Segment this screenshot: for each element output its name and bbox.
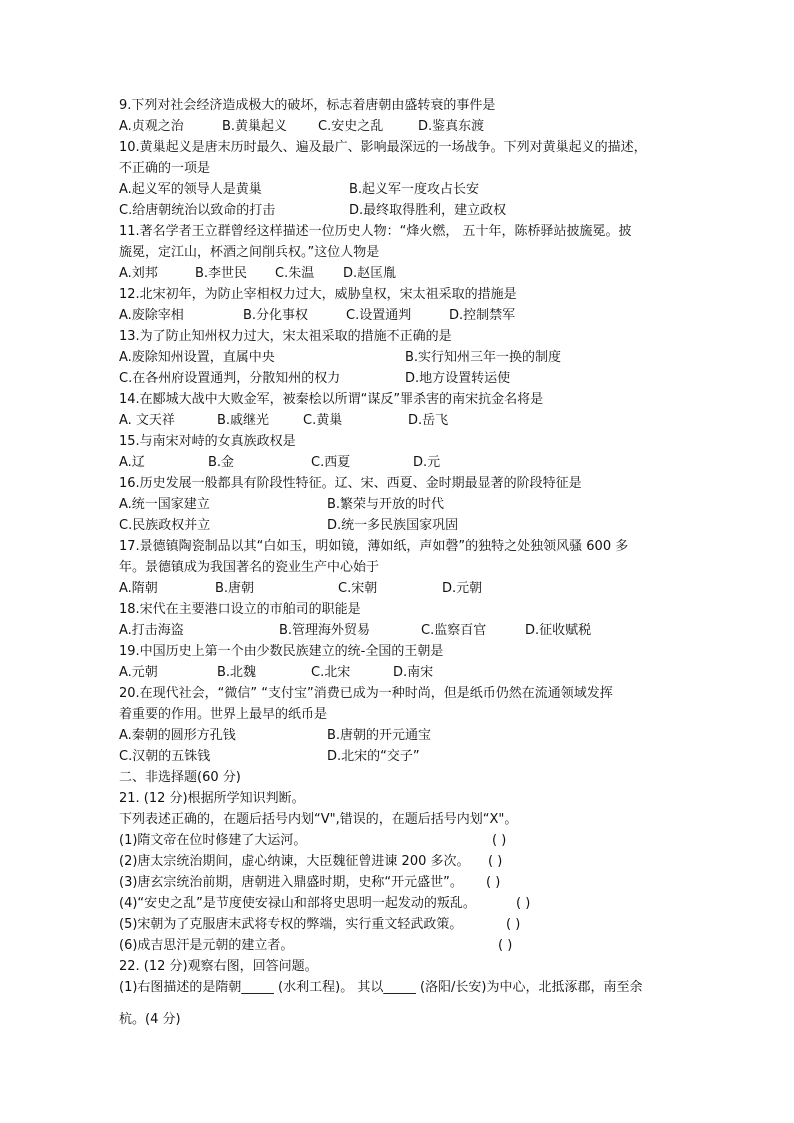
q12-option-c: C.设置通判 [346, 308, 412, 323]
q9-option-a: A.贞观之治 [119, 119, 184, 134]
q11-stem-line1: 11.著名学者王立群曾经这样描述一位历史人物：“烽火燃， 五十年，陈桥驿站披旒冕。披 [119, 224, 632, 239]
q9-stem: 9.下列对社会经济造成极大的破坏，标志着唐朝由盛转衰的事件是 [119, 98, 496, 113]
q13-option-b: B.实行知州三年一换的制度 [405, 350, 562, 365]
q17-option-a: A.隋朝 [119, 581, 158, 596]
q19-option-d: D.南宋 [393, 665, 434, 680]
q20-option-a: A.秦朝的圆形方孔钱 [119, 728, 236, 743]
q15-option-b: B.金 [208, 455, 235, 470]
q14-stem: 14.在郾城大战中大败金军，被秦桧以所谓“谋反”罪杀害的南宋抗金名将是 [119, 392, 544, 407]
q20-option-d: D.北宋的“交子” [327, 749, 420, 764]
q14-option-b: B.戚继光 [217, 413, 270, 428]
q13-option-a: A.废除知州设置，直属中央 [119, 350, 275, 365]
q15-stem: 15.与南宋对峙的女真族政权是 [119, 434, 296, 449]
q11-option-a: A.刘邦 [119, 266, 158, 281]
q15-option-a: A.辽 [119, 455, 145, 470]
q11-option-d: D.赵匡胤 [343, 266, 397, 281]
q19-option-b: B.北魏 [217, 665, 257, 680]
q9-option-c: C.安史之乱 [318, 119, 384, 134]
q21-item-1: (1)隋文帝在位时修建了大运河。 [119, 833, 307, 848]
q19-option-c: C.北宋 [311, 665, 351, 680]
q20-option-b: B.唐朝的开元通宝 [327, 728, 432, 743]
q17-stem-line1: 17.景德镇陶瓷制品以其“白如玉，明如镜，薄如纸，声如磬”的独特之处独领风骚 600 多 [119, 539, 629, 554]
q13-option-c: C.在各州府设置通判，分散知州的权力 [119, 371, 341, 386]
q17-option-c: C.宋朝 [338, 581, 378, 596]
q22-question-line2: 杭。(4 分) [119, 1012, 181, 1027]
q13-stem: 13.为了防止知州权力过大，宋太祖采取的措施不正确的是 [119, 329, 452, 344]
q16-option-a: A.统一国家建立 [119, 497, 210, 512]
q21-bracket-3[interactable]: ( ) [486, 875, 501, 890]
q21-item-5: (5)宋朝为了克服唐末武将专权的弊端，实行重文轻武政策。 [119, 917, 463, 932]
q22-question-line1: (1)右图描述的是隋朝_____ (水利工程)。 其以_____ (洛阳/长安)为中心，北抵涿郡，南至余 [119, 980, 643, 995]
q10-stem-line2: 不正确的一项是 [119, 161, 211, 176]
q11-option-b: B.李世民 [195, 266, 248, 281]
q15-option-d: D.元 [413, 455, 441, 470]
q18-option-d: D.征收赋税 [525, 623, 592, 638]
q20-stem-line1: 20.在现代社会，“微信” “支付宝”消费已成为一种时尚，但是纸币仍然在流通领域发挥 [119, 686, 613, 701]
q21-bracket-2[interactable]: ( ) [488, 854, 503, 869]
q21-bracket-4[interactable]: ( ) [516, 896, 531, 911]
q21-title: 21. (12 分)根据所学知识判断。 [119, 791, 305, 806]
q19-stem: 19.中国历史上第一个由少数民族建立的统-全国的王朝是 [119, 644, 444, 659]
q12-option-b: B.分化事权 [243, 308, 309, 323]
q21-item-4: (4)“安史之乱”是节度使安禄山和部将史思明一起发动的叛乱。 [119, 896, 476, 911]
q12-option-d: D.控制禁军 [449, 308, 516, 323]
q10-option-b: B.起义军一度攻占长安 [349, 182, 480, 197]
q10-stem-line1: 10.黄巢起义是唐末历时最久、遍及最广、影响最深远的一场战争。下列对黄巢起义的描述， [119, 140, 647, 155]
q22-title: 22. (12 分)观察右图，回答问题。 [119, 959, 318, 974]
q19-option-a: A.元朝 [119, 665, 158, 680]
q21-bracket-1[interactable]: ( ) [492, 833, 507, 848]
q11-stem-line2: 旒冕，定江山，杯酒之间削兵权。”这位人物是 [119, 245, 380, 260]
q9-option-d: D.鉴真东渡 [418, 119, 485, 134]
q18-option-b: B.管理海外贸易 [279, 623, 371, 638]
q18-option-a: A.打击海盗 [119, 623, 184, 638]
q20-stem-line2: 着重要的作用。世界上最早的纸币是 [119, 707, 328, 722]
q10-option-c: C.给唐朝统治以致命的打击 [119, 203, 276, 218]
q21-bracket-5[interactable]: ( ) [506, 917, 521, 932]
q16-option-c: C.民族政权并立 [119, 518, 211, 533]
q9-option-b: B.黄巢起义 [222, 119, 288, 134]
q12-stem: 12.北宋初年，为防止宰相权力过大，威胁皇权，宋太祖采取的措施是 [119, 287, 517, 302]
q10-option-a: A.起义军的领导人是黄巢 [119, 182, 262, 197]
q16-stem: 16.历史发展一般都具有阶段性特征。辽、宋、西夏、金时期最显著的阶段特征是 [119, 476, 582, 491]
q10-option-d: D.最终取得胜利，建立政权 [349, 203, 507, 218]
q21-instruction: 下列表述正确的，在题后括号内划“V",错误的，在题后括号内划“X"。 [119, 812, 518, 827]
q20-option-c: C.汉朝的五铢钱 [119, 749, 211, 764]
q21-bracket-6[interactable]: ( ) [498, 938, 513, 953]
q18-stem: 18.宋代在主要港口设立的市舶司的职能是 [119, 602, 361, 617]
q17-stem-line2: 年。景德镇成为我国著名的瓷业生产中心始于 [119, 560, 380, 575]
q17-option-b: B.唐朝 [215, 581, 255, 596]
q16-option-d: D.统一多民族国家巩固 [327, 518, 459, 533]
q15-option-c: C.西夏 [311, 455, 351, 470]
q21-item-2: (2)唐太宗统治期间，虚心纳谏，大臣魏征曾进谏 200 多次。 [119, 854, 470, 869]
q14-option-c: C.黄巢 [303, 413, 343, 428]
q21-item-3: (3)唐玄宗统治前期，唐朝进入鼎盛时期，史称“开元盛世”。 [119, 875, 463, 890]
section-heading: 二、非选择题(60 分) [119, 770, 241, 785]
q17-option-d: D.元朝 [442, 581, 483, 596]
q13-option-d: D.地方设置转运使 [405, 371, 511, 386]
q14-option-d: D.岳飞 [408, 413, 449, 428]
q21-item-6: (6)成吉思汗是元朝的建立者。 [119, 938, 294, 953]
q16-option-b: B.繁荣与开放的时代 [327, 497, 445, 512]
q18-option-c: C.监察百官 [421, 623, 487, 638]
q14-option-a: A. 文天祥 [119, 413, 175, 428]
q11-option-c: C.朱温 [275, 266, 315, 281]
q12-option-a: A.废除宰相 [119, 308, 184, 323]
